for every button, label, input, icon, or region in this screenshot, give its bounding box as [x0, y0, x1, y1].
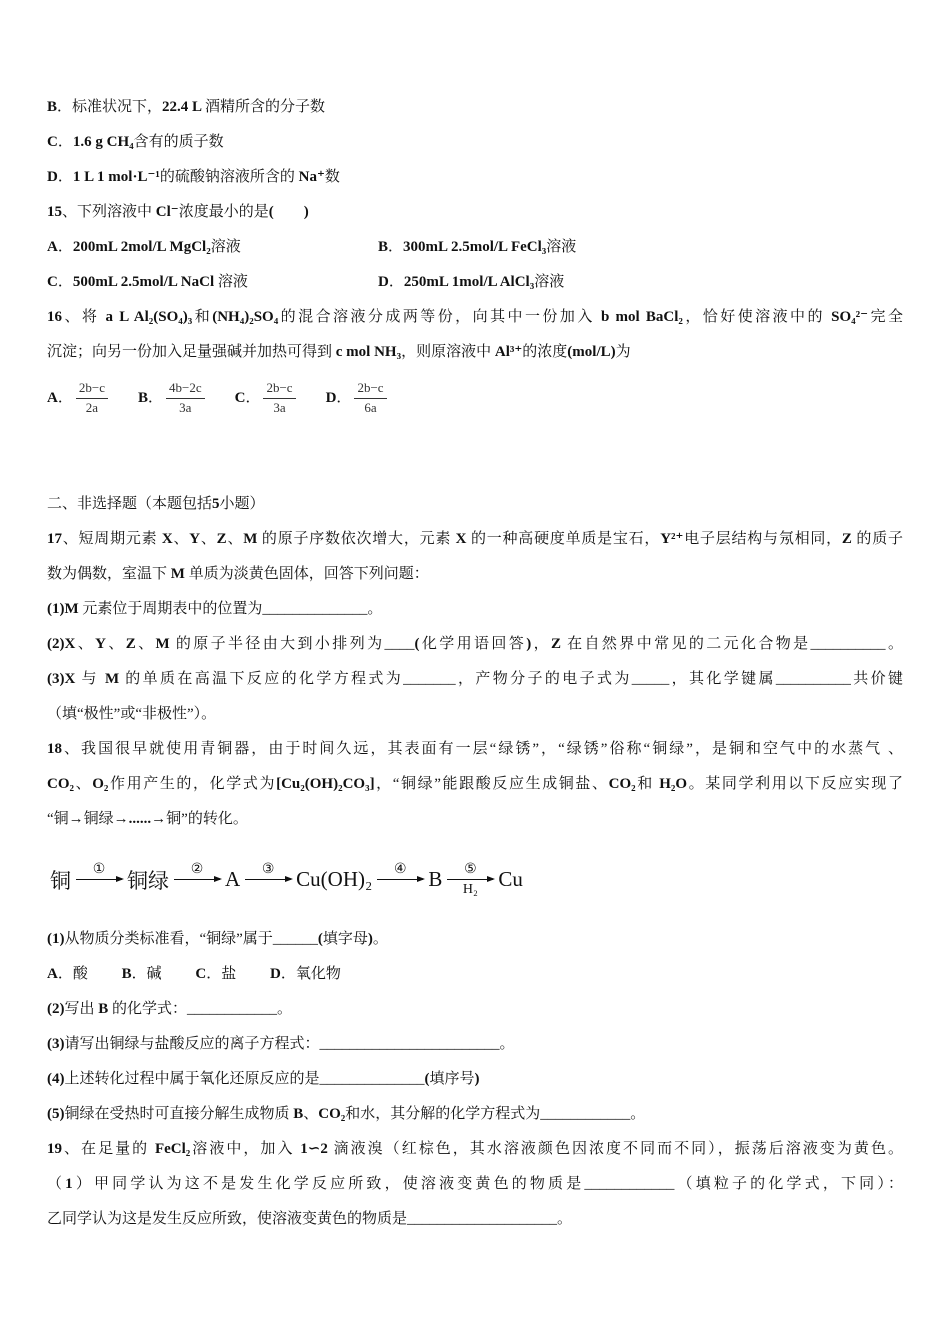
q16-stem-line1: 16、将 a L Al₂(SO₄)₃和(NH₄)₂SO₄的混合溶液分成两等份，向其中一份加入 b mol BaCl₂，恰好使溶液中的 SO₄²⁻完全: [47, 309, 903, 325]
right-arrow-icon: [76, 879, 122, 880]
diagram-node: Cu: [498, 867, 523, 891]
fraction: [263, 380, 295, 416]
fraction-numerator: 2b−c: [263, 380, 295, 398]
arrow-step-label: ④: [394, 861, 407, 877]
fraction-option: [138, 380, 205, 416]
option-label: A．: [47, 389, 73, 406]
q15-options-ab-right: B．300mL 2.5mol/L FeCl₃溶液: [378, 239, 577, 255]
q18-part5: (5)铜绿在受热时可直接分解生成物质 B、CO₂和水，其分解的化学方程式为____________。: [47, 1106, 646, 1122]
q17-part3-line1: (3)X 与 M 的单质在高温下反应的化学方程式为_______，产物分子的电子式为_____，其化学键属__________共价键: [47, 671, 903, 687]
diagram-node: 铜: [50, 868, 71, 893]
arrow-step-label: ⑤: [464, 861, 477, 877]
diagram-arrow: [447, 860, 493, 899]
q17-part3-line2: （填“极性”或“非极性”）。: [47, 706, 217, 722]
section-2-heading: 二、非选择题（本题包括5小题）: [47, 496, 265, 512]
fraction: [76, 380, 108, 416]
q19-stem: 19、在足量的 FeCl₂溶液中，加入 1∽2 滴液溴（红棕色，其水溶液颜色因浓度不同而不同），振荡后溶液变为黄色。: [47, 1141, 903, 1157]
fraction: [166, 380, 205, 416]
q18-part2: (2)写出 B 的化学式：____________。: [47, 1001, 293, 1017]
right-arrow-icon: [447, 879, 493, 880]
q15-options-cd-left: C．500mL 2.5mol/L NaCl 溶液: [47, 274, 248, 290]
q18-part1-options: A．酸 B．碱 C．盐 D．氧化物: [47, 966, 341, 982]
fraction-option: [326, 380, 387, 416]
right-arrow-icon: [174, 879, 220, 880]
q18-part4: (4)上述转化过程中属于氧化还原反应的是______________(填序号): [47, 1071, 480, 1087]
q17-stem-line2: 数为偶数，室温下 M 单质为淡黄色固体，回答下列问题：: [47, 566, 429, 582]
q14-option-b: B．标准状况下，22.4 L 酒精所含的分子数: [47, 99, 325, 115]
q17-stem-line1: 17、短周期元素 X、Y、Z、M 的原子序数依次增大，元素 X 的一种高硬度单质是宝石，Y²⁺电子层结构与氖相同，Z 的质子: [47, 531, 903, 547]
q18-conversion-diagram: [47, 837, 903, 922]
arrow-step-label: ③: [261, 861, 275, 877]
q15-options-ab: [47, 230, 903, 265]
document-body: [47, 90, 903, 1237]
arrow-step-label: ①: [92, 861, 106, 877]
q16-options: [47, 370, 903, 426]
fraction: [354, 380, 386, 416]
q18-stem-line3: “铜→铜绿→......→铜”的转化。: [47, 811, 248, 827]
q16-stem-line2: 沉淀；向另一份加入足量强碱并加热可得到 c mol NH₃，则原溶液中 Al³⁺的浓度(mol/L)为: [47, 344, 631, 360]
q19-part1-line1: （1）甲同学认为这不是发生化学反应所致，使溶液变黄色的物质是____________（填粒子的化学式，下同）：: [47, 1176, 903, 1192]
fraction-option: [47, 380, 108, 416]
diagram-arrow: [245, 860, 291, 899]
diagram-arrow: [76, 860, 122, 899]
option-label: C．: [234, 389, 261, 406]
q15-options-cd: [47, 265, 903, 300]
arrow-condition-label: H₂: [462, 882, 478, 897]
fraction-denominator: 6a: [364, 399, 377, 415]
diagram-node: B: [428, 867, 443, 891]
q14-option-c: C．1.6 g CH₄含有的质子数: [47, 134, 224, 150]
q19-part1-line2: 乙同学认为这是发生反应所致，使溶液变黄色的物质是____________________。: [47, 1211, 573, 1227]
q14-option-d: D．1 L 1 mol·L⁻¹的硫酸钠溶液所含的 Na⁺数: [47, 169, 340, 185]
fraction-numerator: 4b−2c: [166, 380, 205, 398]
diagram-arrow: [174, 860, 220, 899]
q17-part2: (2)X、Y、Z、M 的原子半径由大到小排列为____(化学用语回答)，Z 在自然界中常见的二元化合物是__________。: [47, 636, 903, 652]
arrow-step-label: ②: [190, 861, 204, 877]
q18-stem-line2: CO₂、O₂作用产生的，化学式为[Cu₂(OH)₂CO₃]，“铜绿”能跟酸反应生成铜盐、CO₂和 H₂O。某同学利用以下反应实现了: [47, 776, 903, 792]
spacer: [47, 426, 903, 487]
diagram-node: A: [225, 867, 241, 891]
fraction-denominator: 3a: [179, 399, 192, 415]
fraction-numerator: 2b−c: [354, 380, 386, 398]
q17-part1: (1)M 元素位于周期表中的位置为______________。: [47, 601, 383, 617]
right-arrow-icon: [245, 879, 291, 880]
diagram-arrow: [377, 860, 423, 899]
q18-stem-line1: 18、我国很早就使用青铜器，由于时间久远，其表面有一层“绿锈”，“绿锈”俗称“铜绿”，是铜和空气中的水蒸气 、: [47, 741, 903, 757]
q15-options-cd-right: D．250mL 1mol/L AlCl₃溶液: [378, 274, 565, 290]
fraction-denominator: 3a: [273, 399, 286, 415]
fraction-numerator: 2b−c: [76, 380, 108, 398]
fraction-option: [235, 380, 296, 416]
q15-options-ab-left: A．200mL 2mol/L MgCl₂溶液: [47, 239, 241, 255]
q15-stem: 15、下列溶液中 Cl⁻浓度最小的是( ): [47, 204, 309, 220]
option-label: B．: [137, 389, 163, 406]
q18-part1: (1)从物质分类标准看，“铜绿”属于______(填字母)。: [47, 931, 388, 947]
diagram-node: Cu(OH)₂: [296, 867, 373, 891]
fraction-denominator: 2a: [85, 399, 99, 415]
diagram-node: 铜绿: [127, 868, 169, 893]
option-label: D．: [325, 389, 352, 406]
q18-part3: (3)请写出铜绿与盐酸反应的离子方程式：________________________。: [47, 1036, 515, 1052]
right-arrow-icon: [377, 879, 423, 880]
